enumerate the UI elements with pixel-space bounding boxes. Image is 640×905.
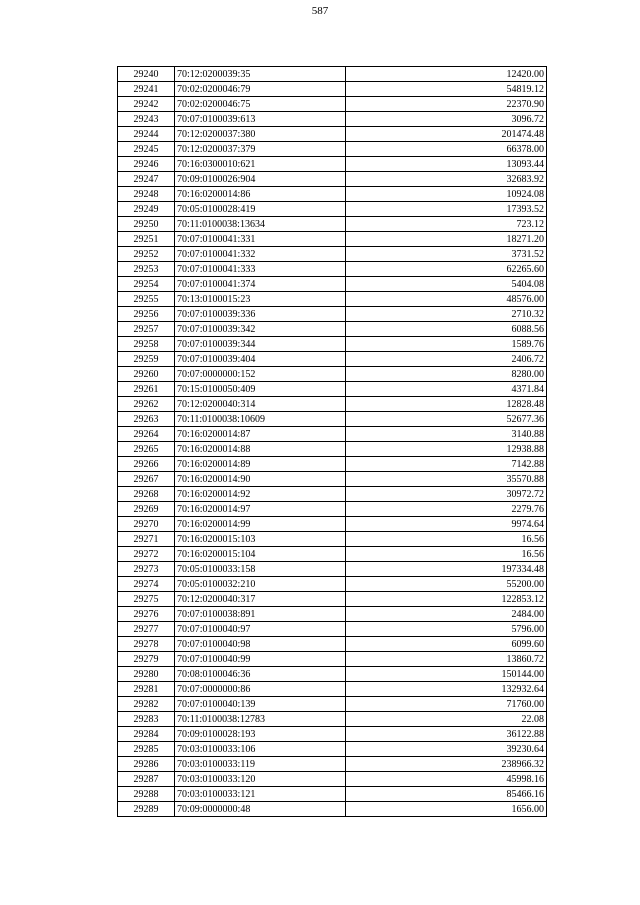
table-row [118,652,547,667]
value-cell: 2406.72 [346,352,547,367]
value-cell: 3731.52 [346,247,547,262]
cadastral-number-cell: 70:07:0100041:332 [175,247,346,262]
cadastral-number-cell: 70:07:0100039:613 [175,112,346,127]
row-number-cell: 29245 [118,142,175,157]
cadastral-number-cell: 70:03:0100033:119 [175,757,346,772]
row-number-cell: 29275 [118,592,175,607]
table-row [118,772,547,787]
cadastral-number-cell: 70:02:0200046:75 [175,97,346,112]
cadastral-number-cell: 70:12:0200039:35 [175,67,346,82]
table-row [118,307,547,322]
cadastral-number-cell: 70:13:0100015:23 [175,292,346,307]
row-number-cell: 29255 [118,292,175,307]
row-number-cell: 29280 [118,667,175,682]
table-row [118,337,547,352]
cadastral-number-cell: 70:16:0200015:104 [175,547,346,562]
value-cell: 13860.72 [346,652,547,667]
table-row [118,97,547,112]
value-cell: 2279.76 [346,502,547,517]
row-number-cell: 29254 [118,277,175,292]
table-body [118,67,547,817]
row-number-cell: 29251 [118,232,175,247]
row-number-cell: 29261 [118,382,175,397]
row-number-cell: 29271 [118,532,175,547]
value-cell: 13093.44 [346,157,547,172]
value-cell: 30972.72 [346,487,547,502]
value-cell: 5796.00 [346,622,547,637]
row-number-cell: 29246 [118,157,175,172]
row-number-cell: 29240 [118,67,175,82]
cadastral-number-cell: 70:16:0300010:621 [175,157,346,172]
cadastral-number-cell: 70:07:0100041:333 [175,262,346,277]
table-row [118,382,547,397]
cadastral-number-cell: 70:16:0200014:87 [175,427,346,442]
row-number-cell: 29276 [118,607,175,622]
table-row [118,457,547,472]
cadastral-number-cell: 70:07:0100039:342 [175,322,346,337]
value-cell: 10924.08 [346,187,547,202]
row-number-cell: 29259 [118,352,175,367]
value-cell: 9974.64 [346,517,547,532]
table-row [118,607,547,622]
value-cell: 6099.60 [346,637,547,652]
table-row [118,262,547,277]
row-number-cell: 29277 [118,622,175,637]
cadastral-number-cell: 70:12:0200040:314 [175,397,346,412]
table-row [118,757,547,772]
table-row [118,67,547,82]
cadastral-number-cell: 70:07:0100040:139 [175,697,346,712]
table-row [118,472,547,487]
row-number-cell: 29265 [118,442,175,457]
row-number-cell: 29286 [118,757,175,772]
value-cell: 8280.00 [346,367,547,382]
value-cell: 71760.00 [346,697,547,712]
value-cell: 85466.16 [346,787,547,802]
page-number: 587 [311,5,329,17]
table-row [118,592,547,607]
row-number-cell: 29242 [118,97,175,112]
row-number-cell: 29268 [118,487,175,502]
table-row [118,277,547,292]
cadastral-number-cell: 70:03:0100033:106 [175,742,346,757]
row-number-cell: 29264 [118,427,175,442]
value-cell: 197334.48 [346,562,547,577]
cadastral-number-cell: 70:05:0100028:419 [175,202,346,217]
value-cell: 16.56 [346,547,547,562]
table-row [118,532,547,547]
value-cell: 12420.00 [346,67,547,82]
table-row [118,397,547,412]
row-number-cell: 29281 [118,682,175,697]
table-row [118,217,547,232]
value-cell: 5404.08 [346,277,547,292]
value-cell: 16.56 [346,532,547,547]
table-row [118,112,547,127]
row-number-cell: 29260 [118,367,175,382]
table-row [118,697,547,712]
value-cell: 1589.76 [346,337,547,352]
row-number-cell: 29243 [118,112,175,127]
cadastral-number-cell: 70:11:0100038:12783 [175,712,346,727]
row-number-cell: 29244 [118,127,175,142]
table-row [118,547,547,562]
value-cell: 18271.20 [346,232,547,247]
value-cell: 3140.88 [346,427,547,442]
row-number-cell: 29288 [118,787,175,802]
row-number-cell: 29284 [118,727,175,742]
row-number-cell: 29262 [118,397,175,412]
value-cell: 66378.00 [346,142,547,157]
cadastral-number-cell: 70:07:0000000:86 [175,682,346,697]
cadastral-number-cell: 70:03:0100033:121 [175,787,346,802]
table-row [118,232,547,247]
table-row [118,322,547,337]
value-cell: 7142.88 [346,457,547,472]
table-row [118,442,547,457]
table-row [118,367,547,382]
value-cell: 150144.00 [346,667,547,682]
cadastral-number-cell: 70:16:0200014:86 [175,187,346,202]
value-cell: 52677.36 [346,412,547,427]
value-cell: 1656.00 [346,802,547,817]
table-row [118,187,547,202]
value-cell: 45998.16 [346,772,547,787]
table-row [118,742,547,757]
row-number-cell: 29263 [118,412,175,427]
row-number-cell: 29282 [118,697,175,712]
value-cell: 32683.92 [346,172,547,187]
cadastral-number-cell: 70:07:0100041:331 [175,232,346,247]
table-row [118,577,547,592]
table-row [118,487,547,502]
table-row [118,427,547,442]
value-cell: 39230.64 [346,742,547,757]
table-row [118,802,547,817]
value-cell: 36122.88 [346,727,547,742]
table-row [118,82,547,97]
table-row [118,667,547,682]
cadastral-number-cell: 70:09:0100026:904 [175,172,346,187]
cadastral-number-cell: 70:02:0200046:79 [175,82,346,97]
cadastral-number-cell: 70:07:0100039:344 [175,337,346,352]
row-number-cell: 29273 [118,562,175,577]
cadastral-number-cell: 70:09:0000000:48 [175,802,346,817]
cadastral-number-cell: 70:07:0100039:404 [175,352,346,367]
row-number-cell: 29267 [118,472,175,487]
value-cell: 22370.90 [346,97,547,112]
row-number-cell: 29248 [118,187,175,202]
value-cell: 22.08 [346,712,547,727]
cadastral-number-cell: 70:07:0100040:97 [175,622,346,637]
table-row [118,172,547,187]
table-row [118,517,547,532]
cadastral-number-cell: 70:11:0100038:10609 [175,412,346,427]
cadastral-number-cell: 70:16:0200014:92 [175,487,346,502]
table-row [118,292,547,307]
row-number-cell: 29258 [118,337,175,352]
value-cell: 238966.32 [346,757,547,772]
table-row [118,142,547,157]
cadastral-number-cell: 70:08:0100046:36 [175,667,346,682]
table-row [118,562,547,577]
row-number-cell: 29269 [118,502,175,517]
cadastral-number-cell: 70:12:0200040:317 [175,592,346,607]
value-cell: 55200.00 [346,577,547,592]
cadastral-number-cell: 70:07:0100040:99 [175,652,346,667]
row-number-cell: 29253 [118,262,175,277]
value-cell: 3096.72 [346,112,547,127]
cadastral-number-cell: 70:03:0100033:120 [175,772,346,787]
cadastral-number-cell: 70:07:0100039:336 [175,307,346,322]
value-cell: 12828.48 [346,397,547,412]
row-number-cell: 29279 [118,652,175,667]
cadastral-number-cell: 70:07:0000000:152 [175,367,346,382]
row-number-cell: 29247 [118,172,175,187]
row-number-cell: 29256 [118,307,175,322]
row-number-cell: 29241 [118,82,175,97]
table-row [118,712,547,727]
table-row [118,352,547,367]
row-number-cell: 29285 [118,742,175,757]
row-number-cell: 29257 [118,322,175,337]
table-row [118,127,547,142]
row-number-cell: 29249 [118,202,175,217]
value-cell: 2484.00 [346,607,547,622]
row-number-cell: 29278 [118,637,175,652]
table-row [118,622,547,637]
cadastral-number-cell: 70:05:0100032:210 [175,577,346,592]
cadastral-number-cell: 70:09:0100028:193 [175,727,346,742]
cadastral-number-cell: 70:12:0200037:379 [175,142,346,157]
table-row [118,787,547,802]
cadastral-number-cell: 70:16:0200014:99 [175,517,346,532]
row-number-cell: 29266 [118,457,175,472]
table-row [118,502,547,517]
cadastral-number-cell: 70:15:0100050:409 [175,382,346,397]
cadastral-number-cell: 70:16:0200014:88 [175,442,346,457]
cadastral-number-cell: 70:12:0200037:380 [175,127,346,142]
table-row [118,157,547,172]
value-cell: 17393.52 [346,202,547,217]
cadastral-number-cell: 70:16:0200014:89 [175,457,346,472]
value-cell: 4371.84 [346,382,547,397]
cadastral-number-cell: 70:16:0200015:103 [175,532,346,547]
value-cell: 122853.12 [346,592,547,607]
table-row [118,412,547,427]
cadastral-number-cell: 70:11:0100038:13634 [175,217,346,232]
row-number-cell: 29289 [118,802,175,817]
table-row [118,637,547,652]
cadastral-number-cell: 70:07:0100038:891 [175,607,346,622]
table-row [118,202,547,217]
table-row [118,247,547,262]
value-cell: 62265.60 [346,262,547,277]
value-cell: 48576.00 [346,292,547,307]
cadastral-number-cell: 70:07:0100041:374 [175,277,346,292]
row-number-cell: 29252 [118,247,175,262]
value-cell: 132932.64 [346,682,547,697]
value-cell: 12938.88 [346,442,547,457]
row-number-cell: 29250 [118,217,175,232]
cadastral-number-cell: 70:07:0100040:98 [175,637,346,652]
value-cell: 723.12 [346,217,547,232]
cadastral-number-cell: 70:16:0200014:90 [175,472,346,487]
row-number-cell: 29283 [118,712,175,727]
value-cell: 6088.56 [346,322,547,337]
data-table [117,66,547,817]
value-cell: 54819.12 [346,82,547,97]
table-row [118,682,547,697]
value-cell: 2710.32 [346,307,547,322]
cadastral-number-cell: 70:16:0200014:97 [175,502,346,517]
cadastral-number-cell: 70:05:0100033:158 [175,562,346,577]
value-cell: 201474.48 [346,127,547,142]
row-number-cell: 29270 [118,517,175,532]
row-number-cell: 29287 [118,772,175,787]
row-number-cell: 29274 [118,577,175,592]
table-row [118,727,547,742]
value-cell: 35570.88 [346,472,547,487]
row-number-cell: 29272 [118,547,175,562]
